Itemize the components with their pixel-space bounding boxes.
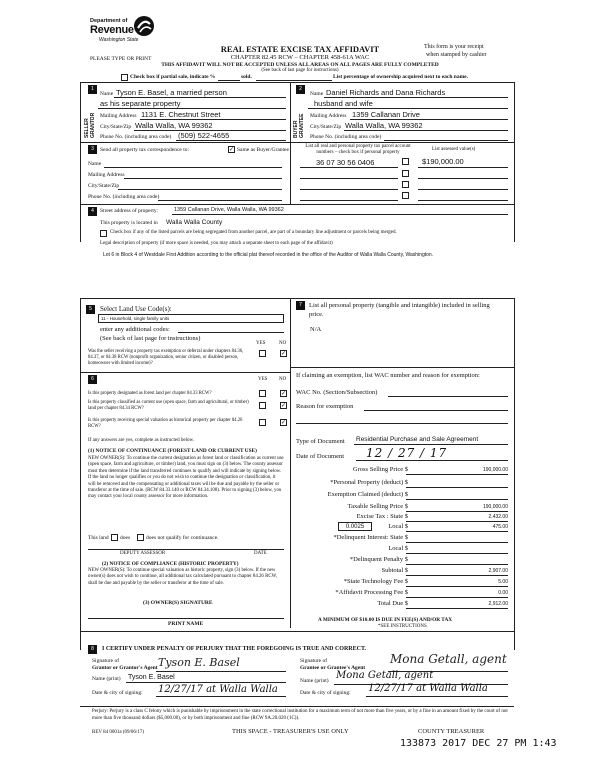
seller-phone-label: Phone No. (including area code)	[100, 134, 172, 140]
county-treasurer-label: COUNTY TREASURER	[418, 728, 485, 735]
dor-logo-icon	[132, 14, 156, 38]
does-checkbox[interactable]	[111, 534, 118, 541]
buyer-name[interactable]: Daniel Richards and Dana Richards	[326, 88, 446, 97]
grantee-signature[interactable]: Mona Getall, agent	[390, 652, 507, 666]
type-or-print: PLEASE TYPE OR PRINT	[90, 56, 152, 62]
buyer-phone-label: Phone No. (including area code)	[310, 134, 382, 140]
grantor-sig-label-2: Grantor or Grantor's Agent	[92, 665, 158, 671]
seller-mailing-label: Mailing Address	[100, 113, 137, 119]
date-doc-value[interactable]: 12 / 27 / 17	[366, 446, 448, 460]
land-does-label: This land	[88, 535, 109, 541]
grantee-name-print[interactable]: Mona Getall, agent	[336, 670, 434, 681]
section-6-number: 6	[88, 375, 97, 384]
date-doc-label: Date of Document	[296, 453, 345, 460]
buyer-name-label: Name	[310, 91, 324, 97]
wac-label: If claiming an exemption, list WAC number and reason for exemption:	[296, 372, 480, 379]
form-chapter: CHAPTER 82.45 RCW – CHAPTER 458-61A WAC	[230, 54, 370, 61]
grantee-sig-label: Signature of	[300, 658, 328, 664]
tax-row-label: Subtotal $	[381, 567, 408, 574]
tax-row-value[interactable]: 2,432.00	[488, 514, 508, 520]
tax-row-value[interactable]: 190,000.00	[482, 504, 508, 510]
ownership-label: List percentage of ownership acquired next to each name.	[333, 74, 468, 80]
seller-name[interactable]: Tyson E. Basel, a married person	[116, 88, 227, 97]
s5-question: Was the seller receiving a property tax exemption or deferral under chapters 84.36, 84.37, or 84.38 RCW (nonprofit organization, senior citizen, or disabled person, homeowner with limited income)?	[88, 349, 244, 366]
section-4-number: 4	[88, 207, 97, 216]
parcel-3-checkbox[interactable]	[402, 181, 409, 188]
s5-yes-checkbox[interactable]	[259, 350, 266, 357]
see-instructions: *SEE INSTRUCTIONS	[378, 624, 427, 629]
same-as-buyer-checkbox[interactable]: ✓	[229, 147, 235, 153]
local-rate-box[interactable]: 0.0025	[338, 522, 372, 531]
send-correspondence-label: Send all property tax correspondence to:	[100, 147, 190, 153]
exemption-reason-field[interactable]	[364, 410, 508, 411]
street-address[interactable]: 1359 Callanan Drive, Walla Walla, WA 99362	[174, 207, 284, 213]
seller-mailing[interactable]: 1131 E. Chestnut Street	[141, 110, 221, 119]
tax-mailing-field[interactable]	[124, 178, 282, 179]
seller-phone[interactable]: (509) 522-4655	[178, 131, 230, 140]
s6-q2-no-checkbox[interactable]: ✓	[281, 403, 287, 409]
dept-line1: Department of	[90, 18, 128, 24]
personal-property-label: List all personal property (tangible and intangible) included in selling price.	[309, 302, 490, 318]
parcel-2-checkbox[interactable]	[402, 170, 409, 177]
tax-row-label: Taxable Selling Price $	[347, 503, 408, 510]
tax-row-label: Local $	[388, 545, 408, 552]
treasurer-space-label: THIS SPACE - TREASURER'S USE ONLY	[232, 728, 349, 735]
assessed-value[interactable]: $190,000.00	[422, 157, 464, 166]
s6-q1: Is this property designated as forest land per chapter 84.33 RCW?	[88, 391, 212, 396]
s6-q2-yes-checkbox[interactable]	[259, 402, 266, 409]
tax-name-field[interactable]	[104, 167, 282, 168]
land-use-label: Select Land Use Code(s):	[100, 305, 172, 313]
grantor-name-print-label: Name (print)	[92, 676, 121, 682]
grantor-signature[interactable]: Tyson E. Basel	[158, 656, 240, 669]
street-label: Street address of property:	[100, 208, 159, 214]
s6-yes-label: YES	[258, 377, 268, 382]
type-doc-value[interactable]: Residential Purchase and Sale Agreement	[356, 436, 479, 443]
tax-row-label: Total Due $	[377, 600, 408, 607]
grantor-date-city[interactable]: 12/27/17 at Walla Walla	[158, 684, 278, 695]
seller-city-label: City/State/Zip	[100, 124, 132, 130]
s6-if-yes: If any answers are yes, complete as instructed below.	[88, 438, 195, 443]
personal-property-value[interactable]: N/A	[310, 326, 322, 333]
receipt-note-2: when stamped by cashier	[426, 52, 487, 58]
tax-row-label: *Personal Property (deduct) $	[330, 479, 408, 486]
section-1-number: 1	[88, 85, 97, 94]
dept-line3: Washington State	[99, 37, 139, 43]
land-use-see-back: (See back of last page for instructions)	[100, 335, 201, 342]
buyer-name-2[interactable]: husband and wife	[314, 99, 373, 108]
type-doc-label: Type of Document	[296, 438, 345, 445]
tax-row-value[interactable]: 0.00	[498, 590, 508, 596]
notice2-title: (2) NOTICE OF COMPLIANCE (HISTORIC PROPERTY)	[102, 561, 239, 567]
treasurer-stamp: 133873 2017 DEC 27 PM 1:43	[400, 738, 557, 749]
perjury-statement: Perjury: Perjury is a class C felony which is punishable by imprisonment in the state correctional institution for a maximum term of not more than five years, or by a fine in an amount fixed by the court of not more than five thousand dollars ($5,000.00), or by both imprisonment and fine (RCW 9A.20.020 (1C)).	[92, 709, 508, 721]
tax-row-value[interactable]: 2,907.00	[488, 568, 508, 574]
notice1-body: NEW OWNER(S): To continue the current designation as forest land or classification as current use (open space, farm and agriculture, or timber) land, you must sign on (3) below. The county assessor must then determine if the land transferred continues to qualify and will indicate by signing below. If the land no longer qualifies or you do not wish to continue the designation or classification, it will be removed and the compensating or additional taxes will be due and payable by the seller or transferor at the time of sale. (RCW 84.33.140 or RCW 84.34.108). Prior to signing (3) below, you may contact your local county assessor for more information.	[88, 456, 284, 500]
buyer-city-label: City/State/Zip	[310, 124, 342, 130]
parcel-1-checkbox[interactable]	[402, 158, 409, 165]
tax-row-label: *Delinquent Interest: State $	[333, 534, 408, 541]
section-5-number: 5	[86, 305, 95, 314]
parcel-number[interactable]: 36 07 30 56 0406	[316, 158, 375, 167]
wac-no-field[interactable]	[388, 396, 508, 397]
section-3-number: 3	[88, 145, 97, 154]
form-not-accepted: THIS AFFIDAVIT WILL NOT BE ACCEPTED UNLESS ALL AREAS ON ALL PAGES ARE FULLY COMPLETED	[161, 62, 439, 68]
does-label: does	[120, 535, 131, 541]
deputy-date-label: DATE	[254, 551, 267, 556]
s5-yes-label: YES	[256, 341, 266, 346]
tax-row-value[interactable]: 190,000.00	[482, 467, 508, 473]
tax-phone-field[interactable]	[158, 200, 282, 201]
does-not-label: does not qualify for continuance.	[146, 535, 219, 541]
form-see-back: (See back of last page for instructions)	[261, 68, 339, 73]
deputy-signature-line[interactable]	[88, 549, 284, 550]
minimum-due: A MINIMUM OF $10.00 IS DUE IN FEE(S) AND/OR TAX	[318, 617, 453, 623]
tax-phone-label: Phone No. (including area code)	[88, 194, 160, 200]
tax-row-value[interactable]: 475.00	[492, 524, 508, 530]
seller-name-2[interactable]: as his separate property	[100, 99, 181, 108]
buyer-side-label: BUYER GRANTEE	[293, 113, 305, 138]
receipt-note-1: This form is your receipt	[424, 44, 484, 50]
segregated-checkbox[interactable]	[100, 230, 107, 237]
tax-city-label: City/State/Zip	[88, 183, 120, 189]
located-county[interactable]: Walla Walla County	[166, 219, 223, 226]
additional-codes-label: enter any additional codes:	[100, 326, 170, 333]
buyer-mailing-label: Mailing Address	[310, 113, 347, 119]
section-2-number: 2	[296, 85, 305, 94]
sold-line	[256, 80, 332, 81]
legal-description[interactable]: Lot 6 in Block 4 of Westdale First Addition according to the official plat thereof recorded in the office of the Auditor of Walla Walla County, Washington.	[103, 252, 434, 258]
tax-row-label: Gross Selling Price $	[352, 466, 408, 473]
seller-name-label: Name	[100, 91, 114, 97]
tax-row-label: Excise Tax : State $	[356, 513, 408, 520]
dept-line2: Revenue	[90, 24, 134, 36]
buyer-city[interactable]: Walla Walla, WA 99362	[345, 121, 423, 130]
s6-q3-yes-checkbox[interactable]	[259, 419, 266, 426]
owner-signature-line[interactable]	[88, 618, 284, 619]
notice2-body: NEW OWNER(S): To continue special valuation as historic property, sign (3) below. If the new owner(s) does not wish to continue, all additional tax calculated pursuant to chapter 84.26 RCW, shall be due and payable by the seller or transferor at the time of sale.	[88, 568, 278, 586]
grantee-sig-label-2: Grantee or Grantee's Agent	[300, 665, 366, 671]
partial-sale-checkbox[interactable]	[121, 74, 128, 81]
sold-label: sold.	[241, 74, 252, 80]
grantee-date-label: Date & city of signing:	[300, 690, 351, 696]
grantee-name-print-label: Name (print)	[300, 678, 329, 684]
seller-side-label: SELLER GRANTOR	[84, 112, 96, 138]
partial-sale-label: Check box if partial sale, indicate %	[130, 74, 216, 80]
does-not-checkbox[interactable]	[137, 534, 144, 541]
tax-row-label: *Delinquent Penalty $	[349, 556, 408, 563]
tax-row-value[interactable]: 2,912.00	[488, 601, 508, 607]
land-use-select[interactable]	[98, 314, 284, 323]
owner-signature-label: (3) OWNER(S) SIGNATURE	[143, 600, 213, 606]
additional-codes-field[interactable]	[178, 332, 284, 333]
seller-city[interactable]: Walla Walla, WA 99362	[135, 121, 213, 130]
s6-q1-yes-checkbox[interactable]	[259, 390, 266, 397]
tax-row-label: Exemption Claimed (deduct) $	[327, 491, 408, 498]
list-parcels-label: List all real and personal property tax parcel account numbers – check box if personal property	[305, 144, 411, 155]
exemption-reason-label: Reason for exemption	[296, 403, 354, 410]
assessed-label: List assessed value(s)	[432, 147, 476, 152]
deputy-label: DEPUTY ASSESSOR	[120, 551, 166, 556]
same-as-buyer-label: Same as Buyer/Grantee	[237, 147, 289, 153]
grantee-date-city[interactable]: 12/27/17 at Walla Walla	[368, 683, 488, 694]
grantor-name-print[interactable]: Tyson E. Basel	[128, 674, 175, 681]
tax-row-label: *Affidavit Processing Fee $	[335, 589, 408, 596]
tax-row-value[interactable]: 5.00	[498, 579, 508, 585]
legal-label: Legal description of property (if more space is needed, you may attach a separate sheet to each page of the affidavit)	[100, 241, 333, 246]
located-label: This property is located in	[100, 220, 158, 226]
s6-no-label: NO	[279, 377, 287, 382]
wac-no-label: WAC No. (Section/Subsection)	[296, 389, 378, 396]
tax-row-label: *State Technology Fee $	[343, 578, 408, 585]
notice1-title: (1) NOTICE OF CONTINUANCE (FOREST LAND OR CURRENT USE)	[88, 448, 257, 454]
land-use-value: 11 - Household, single family units	[101, 316, 170, 321]
s6-q3: Is this property receiving special valuation as historical property per chapter 84.26 RCW?	[88, 418, 243, 429]
grantor-sig-label: Signature of	[92, 658, 120, 664]
section-8-number: 8	[88, 645, 97, 654]
section-7-number: 7	[296, 301, 305, 310]
s6-q2: Is this property classified as current use (open space, farm and agricultural, or timber) land per chapter 84.34 RCW?	[88, 400, 249, 411]
s5-no-checkbox[interactable]: ✓	[281, 351, 287, 357]
tax-row-label: Local $	[388, 523, 408, 530]
print-name-label: PRINT NAME	[168, 621, 204, 627]
tax-mailing-label: Mailing Address	[88, 172, 125, 178]
certify-statement: I CERTIFY UNDER PENALTY OF PERJURY THAT THE FOREGOING IS TRUE AND CORRECT.	[102, 646, 367, 652]
grantor-date-label: Date & city of signing:	[92, 690, 143, 696]
tax-name-label: Name	[88, 161, 102, 167]
s6-q3-no-checkbox[interactable]: ✓	[281, 420, 287, 426]
rev-number: REV 84 0001a (09/06/17)	[92, 730, 144, 735]
parcel-4-checkbox[interactable]	[402, 192, 409, 199]
form-title: REAL ESTATE EXCISE TAX AFFIDAVIT	[220, 44, 380, 54]
tax-city-field[interactable]	[118, 189, 282, 190]
s6-q1-no-checkbox[interactable]: ✓	[281, 391, 287, 397]
buyer-mailing[interactable]: 1359 Callanan Drive	[352, 110, 420, 119]
segregated-label: Check box if any of the listed parcels are being segregated from another parcel, are part of a boundary line adjustment or parcels being merged.	[110, 230, 397, 235]
partial-sale-line[interactable]	[218, 80, 240, 81]
s5-no-label: NO	[279, 341, 287, 346]
dor-logo	[90, 14, 158, 48]
